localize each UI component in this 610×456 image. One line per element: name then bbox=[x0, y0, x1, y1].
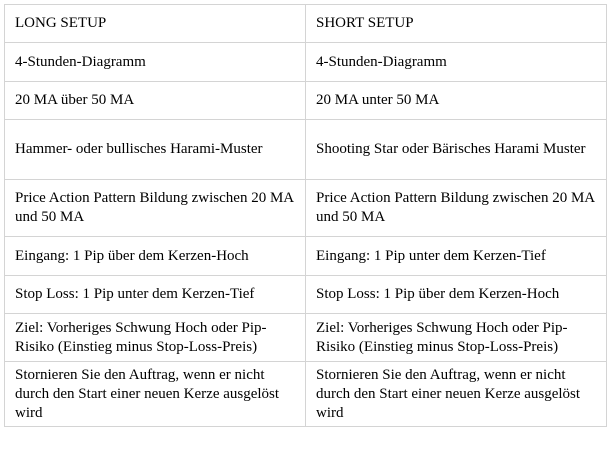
short-setup-cell: Price Action Pattern Bildung zwischen 20 MA und 50 MA bbox=[306, 180, 607, 237]
table-row bbox=[5, 362, 607, 427]
short-setup-cell: 20 MA unter 50 MA bbox=[306, 82, 607, 120]
short-setup-cell: 4-Stunden-Diagramm bbox=[306, 43, 607, 82]
setup-table bbox=[4, 4, 607, 427]
short-setup-cell: Stop Loss: 1 Pip über dem Kerzen-Hoch bbox=[306, 276, 607, 314]
table-row bbox=[5, 82, 607, 120]
short-setup-cell: Ziel: Vorheriges Schwung Hoch oder Pip-Risiko (Einstieg minus Stop-Loss-Preis) bbox=[306, 314, 607, 362]
table-row bbox=[5, 180, 607, 237]
table-row bbox=[5, 237, 607, 276]
table-row bbox=[5, 276, 607, 314]
header-short-setup: SHORT SETUP bbox=[306, 5, 607, 43]
table-row bbox=[5, 314, 607, 362]
table-row bbox=[5, 43, 607, 82]
long-setup-cell: 4-Stunden-Diagramm bbox=[5, 43, 306, 82]
table-header-row bbox=[5, 5, 607, 43]
table-row bbox=[5, 120, 607, 180]
long-setup-cell: Ziel: Vorheriges Schwung Hoch oder Pip-Risiko (Einstieg minus Stop-Loss-Preis) bbox=[5, 314, 306, 362]
long-setup-cell: 20 MA über 50 MA bbox=[5, 82, 306, 120]
long-setup-cell: Stornieren Sie den Auftrag, wenn er nicht durch den Start einer neuen Kerze ausgelöst wird bbox=[5, 362, 306, 427]
short-setup-cell: Shooting Star oder Bärisches Harami Muster bbox=[306, 120, 607, 180]
long-setup-cell: Hammer- oder bullisches Harami-Muster bbox=[5, 120, 306, 180]
header-long-setup: LONG SETUP bbox=[5, 5, 306, 43]
long-setup-cell: Price Action Pattern Bildung zwischen 20 MA und 50 MA bbox=[5, 180, 306, 237]
short-setup-cell: Eingang: 1 Pip unter dem Kerzen-Tief bbox=[306, 237, 607, 276]
long-setup-cell: Eingang: 1 Pip über dem Kerzen-Hoch bbox=[5, 237, 306, 276]
short-setup-cell: Stornieren Sie den Auftrag, wenn er nicht durch den Start einer neuen Kerze ausgelöst wird bbox=[306, 362, 607, 427]
long-setup-cell: Stop Loss: 1 Pip unter dem Kerzen-Tief bbox=[5, 276, 306, 314]
